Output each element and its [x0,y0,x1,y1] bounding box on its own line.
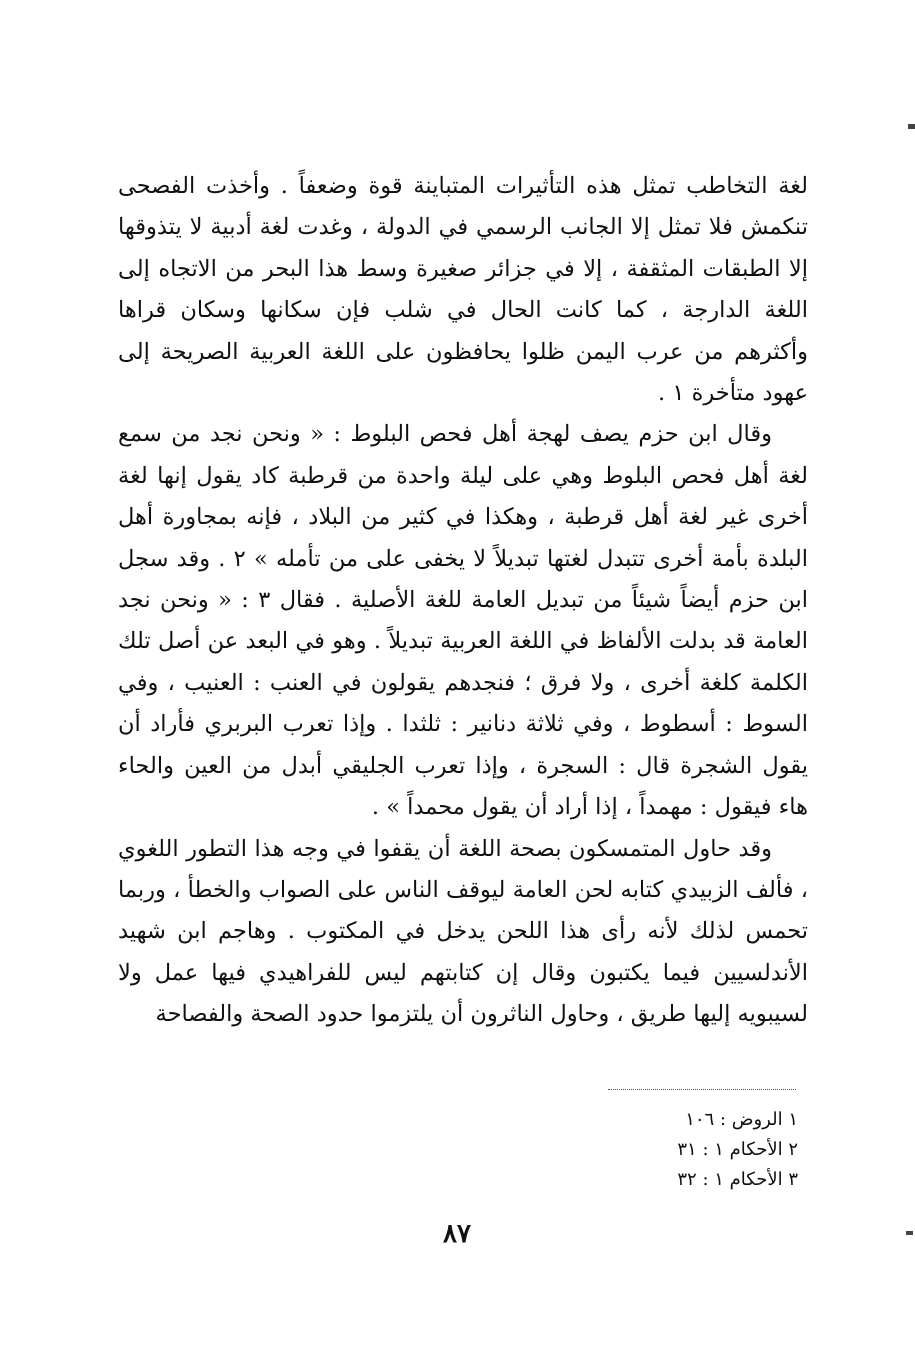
paragraph: وقد حاول المتمسكون بصحة اللغة أن يقفوا في وجه هذا التطور اللغوي ، فألف الزبيدي كتابه لحن العامة ليوقف الناس على الصواب والخطأ ، وربما تحمس لذلك لأنه رأى هذا اللحن يدخل في المكتوب . وهاجم ابن شهيد الأندلسيين فيما يكتبون وقال إن كتابتهم ليس للفراهيدي فيها عمل ولا لسيبويه إليها طريق ، وحاول الناثرون أن يلتزموا حدود الصحة والفصاحة [118,835,808,1028]
footnote-separator [608,1089,796,1090]
footnote: ١ الروض : ١٠٦ [685,1109,798,1130]
scan-mark [906,1231,913,1235]
page-number: ٨٧ [443,1219,471,1249]
footnote: ٢ الأحكام ١ : ٣١ [677,1139,798,1160]
footnotes [560,1105,798,1195]
body-text [118,166,808,1036]
footnote: ٣ الأحكام ١ : ٣٢ [677,1169,798,1190]
paragraph: وقال ابن حزم يصف لهجة أهل فحص البلوط : « ونحن نجد من سمع لغة أهل فحص البلوط وهي على ليلة واحدة من قرطبة كاد يقول إنها لغة أخرى غير لغة أهل قرطبة ، وهكذا في كثير من البلاد ، فإنه بمجاورة أهل البلدة بأمة أخرى تتبدل لغتها تبديلاً لا يخفى على من تأمله » ٢ . وقد سجل ابن حزم أيضاً شيئاً من تبديل العامة للغة الأصلية . فقال ٣ : « ونحن نجد العامة قد بدلت الألفاظ في اللغة العربية تبديلاً . وهو في البعد عن أصل تلك الكلمة كلغة أخرى ، ولا فرق ؛ فنجدهم يقولون في العنب : العنيب ، وفي السوط : أسطوط ، وفي ثلاثة دنانير : ثلثدا . وإذا تعرب البربري فأراد أن يقول الشجرة قال : السجرة ، وإذا تعرب الجليقي أبدل من العين والحاء هاء فيقول : مهمداً ، إذا أراد أن يقول محمداً » . [118,421,808,821]
paragraph: لغة التخاطب تمثل هذه التأثيرات المتباينة قوة وضعفاً . وأخذت الفصحى تنكمش فلا تمثل إلا الجانب الرسمي في الدولة ، وغدت لغة أدبية لا يتذوقها إلا الطبقات المثقفة ، إلا في جزائر صغيرة وسط هذا البحر من الاتجاه إلى اللغة الدارجة ، كما كانت الحال في شلب فإن سكانها وسكان قراها وأكثرهم من عرب اليمن ظلوا يحافظون على اللغة العربية الصريحة إلى عهود متأخرة ١ . [118,173,808,407]
scan-mark [908,124,915,129]
